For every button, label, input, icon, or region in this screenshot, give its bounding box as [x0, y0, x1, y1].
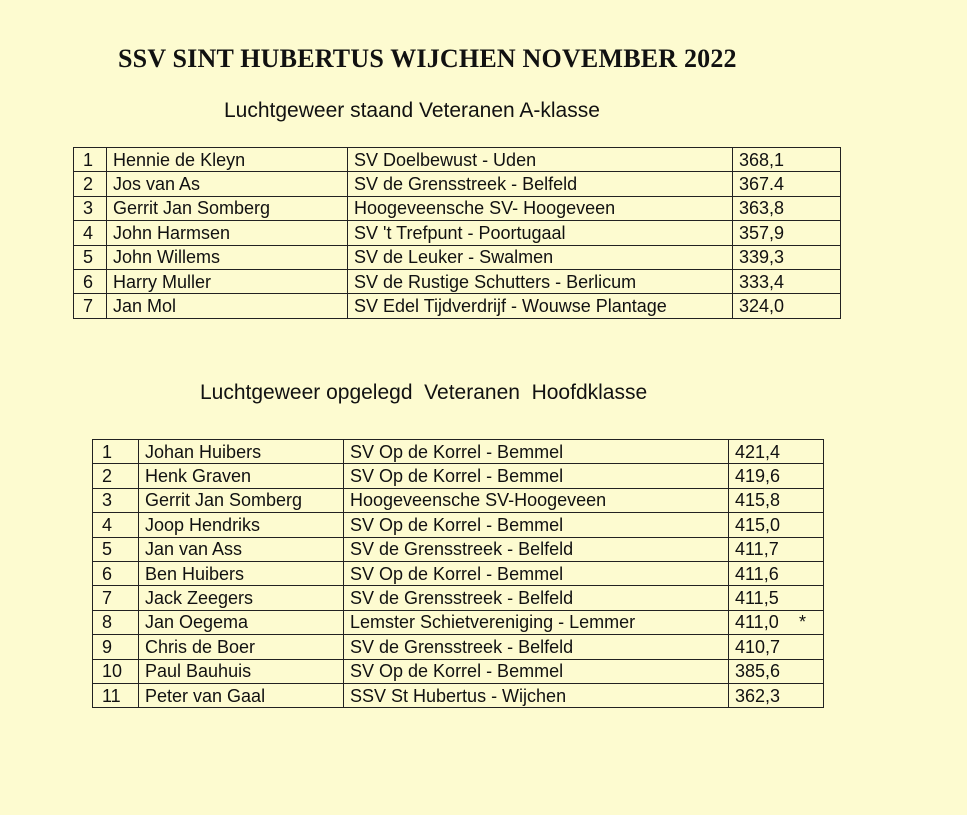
table-row: [93, 659, 824, 683]
name-cell: [107, 148, 348, 172]
club-cell: [344, 464, 729, 488]
table-row: [93, 586, 824, 610]
score-cell-text: 419,6: [735, 466, 781, 487]
score-cell: [729, 440, 824, 464]
name-cell: [139, 635, 344, 659]
rank-cell-text: 6: [102, 563, 113, 584]
name-cell: [139, 464, 344, 488]
score-cell-text: 421,4: [735, 441, 781, 462]
table-row: [93, 513, 824, 537]
rank-cell: [93, 659, 139, 683]
rank-cell-text: 3: [102, 490, 113, 511]
score-cell: [733, 269, 841, 293]
rank-cell-text: 1: [83, 149, 94, 170]
table-row: [74, 221, 841, 245]
name-cell-text: Ben Huibers: [145, 563, 245, 584]
score-cell-text: 339,3: [739, 247, 785, 268]
club-cell-text: SSV St Hubertus - Wijchen: [350, 685, 567, 706]
name-cell: [107, 196, 348, 220]
score-cell-text: 410,7: [735, 636, 781, 657]
section-heading-opgelegd: Luchtgeweer opgelegd Veteranen Hoofdklasse: [200, 381, 648, 404]
results-table-opgelegd: [92, 439, 824, 708]
club-cell: [348, 245, 733, 269]
rank-cell-text: 2: [102, 466, 113, 487]
rank-cell: [74, 196, 107, 220]
score-cell: [733, 221, 841, 245]
rank-cell-text: 11: [102, 685, 121, 706]
rank-cell: [74, 148, 107, 172]
score-cell-text: 411,5: [735, 588, 779, 609]
rank-cell-text: 2: [83, 174, 94, 195]
score-cell: [729, 561, 824, 585]
name-cell-text: Jos van As: [113, 174, 201, 195]
table-row: [74, 196, 841, 220]
name-cell-text: Harry Muller: [113, 271, 212, 292]
rank-cell: [93, 561, 139, 585]
score-cell: [729, 464, 824, 488]
name-cell: [107, 245, 348, 269]
club-cell: [344, 586, 729, 610]
club-cell: [348, 172, 733, 196]
score-cell-text: 385,6: [735, 661, 781, 682]
club-cell: [348, 148, 733, 172]
score-cell-text: 363,8: [739, 198, 785, 219]
name-cell: [107, 221, 348, 245]
score-cell-text: 362,3: [735, 685, 781, 706]
rank-cell-text: 8: [102, 612, 113, 633]
club-cell-text: SV Op de Korrel - Bemmel: [350, 661, 564, 682]
club-cell-text: Hoogeveensche SV-Hoogeveen: [350, 490, 607, 511]
table-row: [93, 440, 824, 464]
name-cell: [107, 172, 348, 196]
name-cell: [139, 513, 344, 537]
table-row: [93, 683, 824, 707]
rank-cell: [74, 172, 107, 196]
rank-cell: [93, 610, 139, 634]
name-cell: [139, 440, 344, 464]
table-row: [74, 148, 841, 172]
section-heading-staand: Luchtgeweer staand Veteranen A-klasse: [224, 99, 600, 122]
score-cell: [729, 513, 824, 537]
page-title: SSV SINT HUBERTUS WIJCHEN NOVEMBER 2022: [118, 44, 737, 73]
score-cell: [733, 294, 841, 318]
name-cell-text: Gerrit Jan Somberg: [145, 490, 303, 511]
name-cell: [139, 610, 344, 634]
club-cell-text: SV Op de Korrel - Bemmel: [350, 441, 564, 462]
club-cell-text: SV Edel Tijdverdrijf - Wouwse Plantage: [354, 296, 667, 317]
name-cell-text: Hennie de Kleyn: [113, 149, 246, 170]
score-cell-text: 333,4: [739, 271, 785, 292]
name-cell-text: Paul Bauhuis: [145, 661, 252, 682]
rank-cell: [93, 464, 139, 488]
club-cell: [344, 440, 729, 464]
name-cell-text: Jan Mol: [113, 296, 177, 317]
score-cell-text: 411,7: [735, 539, 779, 560]
rank-cell: [93, 586, 139, 610]
rank-cell-text: 10: [102, 661, 123, 682]
club-cell: [344, 537, 729, 561]
club-cell-text: SV de Rustige Schutters - Berlicum: [354, 271, 637, 292]
rank-cell: [93, 488, 139, 512]
score-cell-text: 415,8: [735, 490, 781, 511]
club-cell-text: SV 't Trefpunt - Poortugaal: [354, 222, 566, 243]
rank-cell: [74, 245, 107, 269]
name-cell-text: Jan Oegema: [145, 612, 249, 633]
score-cell: [733, 196, 841, 220]
table-row: [74, 172, 841, 196]
name-cell: [107, 269, 348, 293]
score-cell: [729, 610, 824, 634]
score-cell: [729, 488, 824, 512]
name-cell: [139, 659, 344, 683]
club-cell-text: SV Op de Korrel - Bemmel: [350, 466, 564, 487]
table-row: [93, 561, 824, 585]
rank-cell-text: 5: [102, 539, 113, 560]
score-cell: [733, 148, 841, 172]
table-row: [74, 245, 841, 269]
score-cell-text: 411,0: [735, 612, 779, 633]
table-row: [93, 610, 824, 634]
name-cell-text: Joop Hendriks: [145, 514, 261, 535]
name-cell-text: Johan Huibers: [145, 441, 262, 462]
club-cell-text: SV de Leuker - Swalmen: [354, 247, 554, 268]
rank-cell-text: 7: [83, 296, 94, 317]
club-cell: [344, 561, 729, 585]
club-cell: [348, 196, 733, 220]
rank-cell: [93, 635, 139, 659]
rank-cell: [93, 513, 139, 537]
club-cell: [344, 659, 729, 683]
score-cell-text: 415,0: [735, 514, 781, 535]
club-cell-text: SV Op de Korrel - Bemmel: [350, 514, 564, 535]
rank-cell: [93, 683, 139, 707]
rank-cell: [93, 537, 139, 561]
rank-cell: [93, 440, 139, 464]
name-cell-text: Henk Graven: [145, 466, 252, 487]
club-cell: [344, 513, 729, 537]
name-cell: [139, 488, 344, 512]
score-cell-text: 368,1: [739, 149, 785, 170]
name-cell: [139, 683, 344, 707]
table-row: [93, 488, 824, 512]
score-cell-text: 411,6: [735, 563, 779, 584]
club-cell: [348, 269, 733, 293]
name-cell-text: Gerrit Jan Somberg: [113, 198, 271, 219]
rank-cell-text: 4: [83, 222, 94, 243]
table-row: [74, 294, 841, 318]
rank-cell-text: 4: [102, 514, 113, 535]
name-cell: [139, 561, 344, 585]
score-cell: [729, 659, 824, 683]
rank-cell: [74, 221, 107, 245]
club-cell-text: SV de Grensstreek - Belfeld: [350, 636, 574, 657]
name-cell-text: John Willems: [113, 247, 221, 268]
club-cell: [348, 294, 733, 318]
name-cell-text: Jack Zeegers: [145, 588, 254, 609]
club-cell: [344, 683, 729, 707]
table-row: [93, 537, 824, 561]
club-cell-text: SV Op de Korrel - Bemmel: [350, 563, 564, 584]
club-cell: [344, 610, 729, 634]
score-mark: *: [799, 611, 807, 632]
rank-cell-text: 6: [83, 271, 94, 292]
name-cell-text: Jan van Ass: [145, 539, 243, 560]
club-cell: [348, 221, 733, 245]
rank-cell-text: 1: [102, 441, 113, 462]
score-cell-text: 357,9: [739, 222, 785, 243]
score-cell: [729, 537, 824, 561]
score-cell-text: 324,0: [739, 296, 785, 317]
club-cell-text: SV de Grensstreek - Belfeld: [350, 588, 574, 609]
club-cell: [344, 488, 729, 512]
club-cell-text: Lemster Schietvereniging - Lemmer: [350, 612, 636, 633]
name-cell: [139, 586, 344, 610]
score-cell: [729, 586, 824, 610]
score-cell: [733, 172, 841, 196]
club-cell-text: SV de Grensstreek - Belfeld: [354, 174, 578, 195]
name-cell: [107, 294, 348, 318]
name-cell: [139, 537, 344, 561]
rank-cell: [74, 294, 107, 318]
table-row: [93, 635, 824, 659]
rank-cell-text: 9: [102, 636, 113, 657]
name-cell-text: John Harmsen: [113, 222, 231, 243]
name-cell-text: Peter van Gaal: [145, 685, 266, 706]
rank-cell-text: 3: [83, 198, 94, 219]
results-table-staand: [73, 147, 841, 319]
club-cell: [344, 635, 729, 659]
score-cell: [729, 683, 824, 707]
rank-cell-text: 7: [102, 588, 113, 609]
rank-cell: [74, 269, 107, 293]
club-cell-text: SV de Grensstreek - Belfeld: [350, 539, 574, 560]
score-cell-text: 367.4: [739, 174, 785, 195]
table-row: [74, 269, 841, 293]
table-row: [93, 464, 824, 488]
club-cell-text: Hoogeveensche SV- Hoogeveen: [354, 198, 616, 219]
name-cell-text: Chris de Boer: [145, 636, 256, 657]
club-cell-text: SV Doelbewust - Uden: [354, 149, 537, 170]
rank-cell-text: 5: [83, 247, 94, 268]
score-cell: [729, 635, 824, 659]
score-cell: [733, 245, 841, 269]
